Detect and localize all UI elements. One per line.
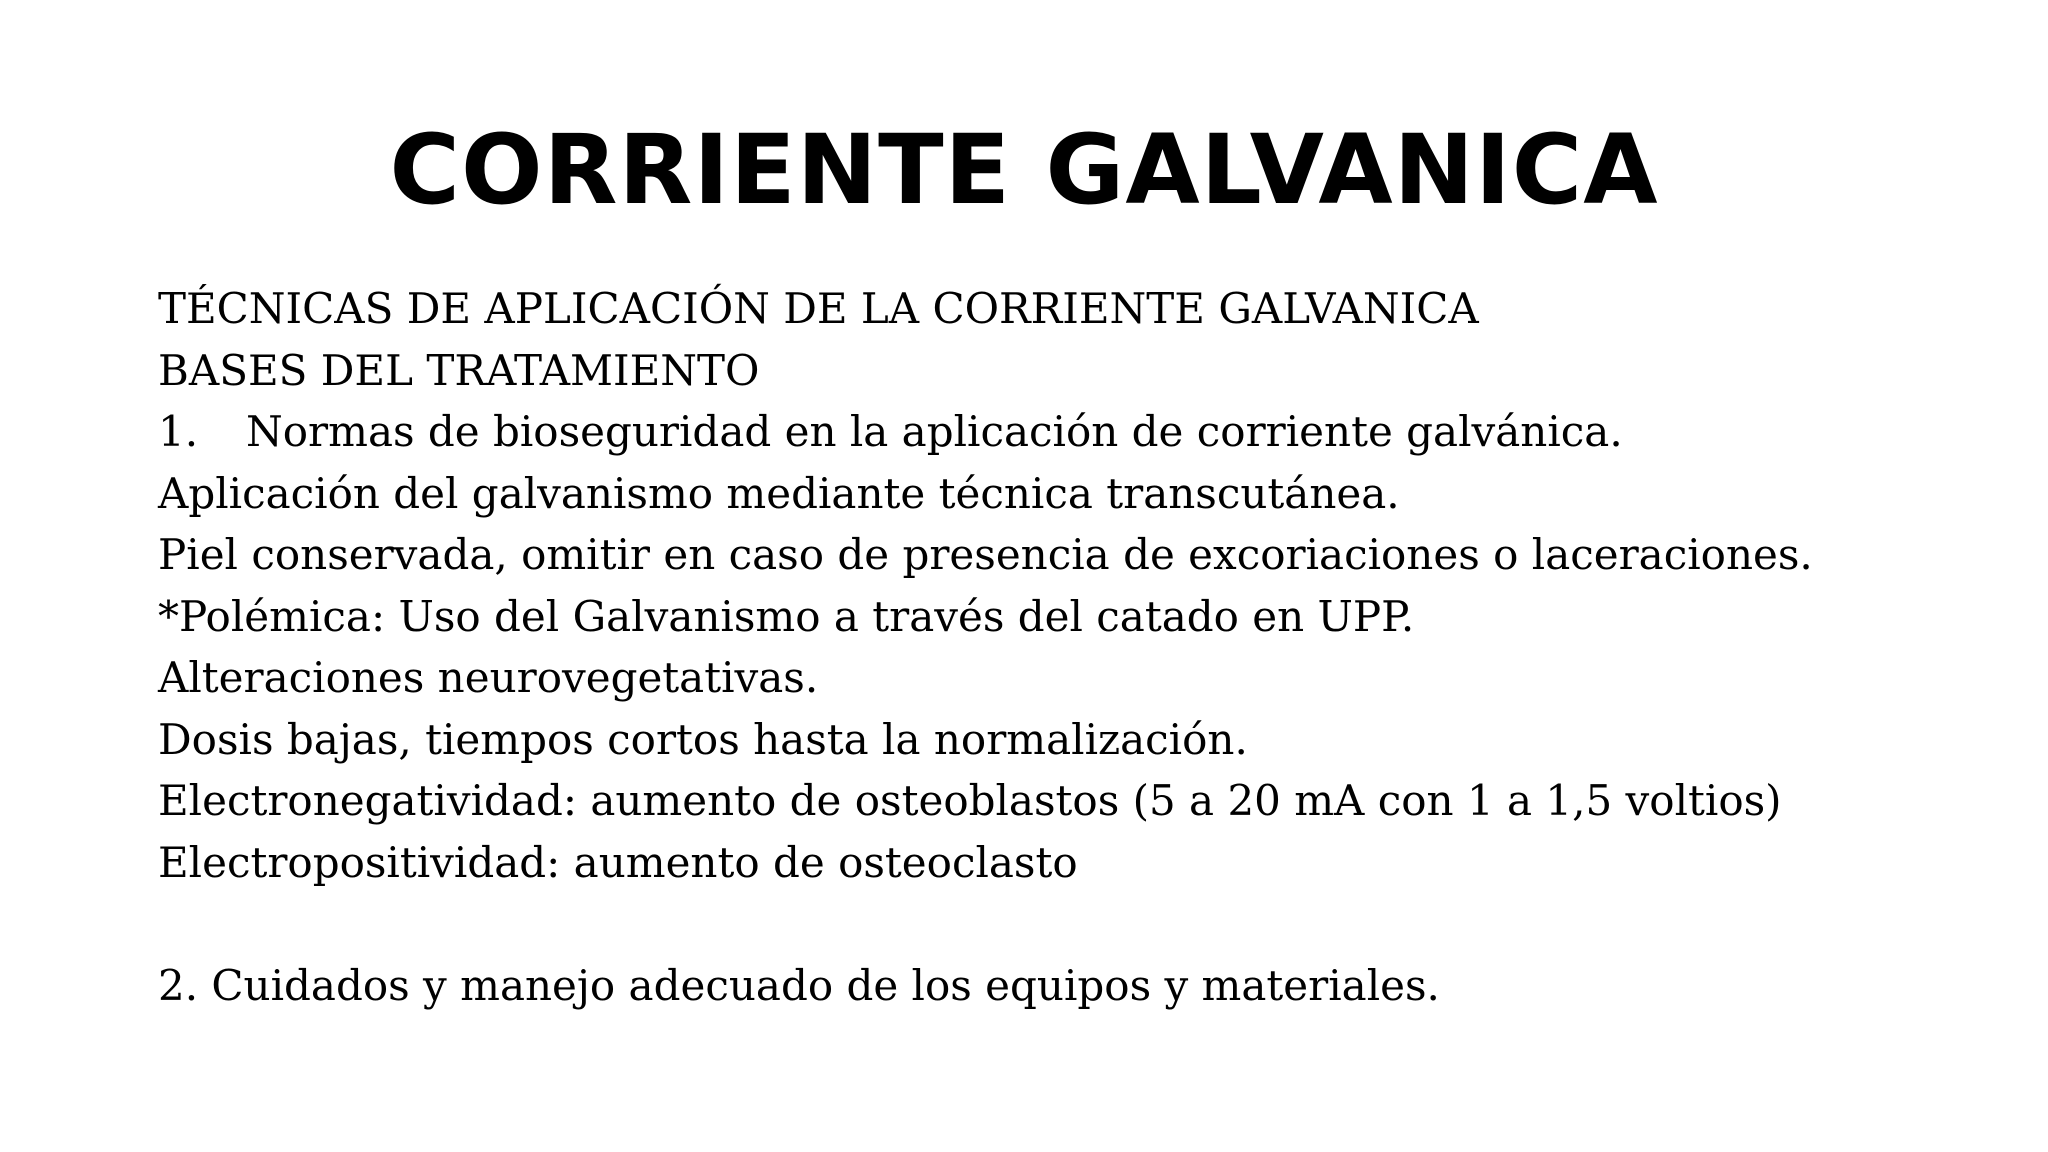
- body-line: *Polémica: Uso del Galvanismo a través del catado en UPP.: [158, 591, 1415, 641]
- body-line: Aplicación del galvanismo mediante técnica transcutánea.: [158, 468, 1400, 518]
- body-line: Electropositividad: aumento de osteoclasto: [158, 837, 1078, 887]
- item-text: Normas de bioseguridad en la aplicación de corriente galvánica.: [246, 407, 1623, 456]
- body-line: Electronegatividad: aumento de osteoblastos (5 a 20 mA con 1 a 1,5 voltios): [158, 776, 1782, 825]
- slide-body: [158, 278, 1998, 1016]
- body-line: Piel conservada, omitir en caso de presencia de excoriaciones o laceraciones.: [158, 530, 1813, 579]
- item-number: 1.: [158, 407, 199, 456]
- final-line: 2. Cuidados y manejo adecuado de los equipos y materiales.: [158, 960, 1440, 1010]
- section-heading: BASES DEL TRATAMIENTO: [158, 345, 760, 395]
- body-line: Alteraciones neurovegetativas.: [158, 653, 819, 702]
- slide-title: CORRIENTE GALVANICA: [389, 114, 1659, 226]
- numbered-item: [158, 401, 1998, 463]
- blank-line: [158, 893, 1998, 955]
- subtitle-line: TÉCNICAS DE APLICACIÓN DE LA CORRIENTE GALVANICA: [158, 284, 1479, 333]
- body-line: Dosis bajas, tiempos cortos hasta la normalización.: [158, 714, 1248, 764]
